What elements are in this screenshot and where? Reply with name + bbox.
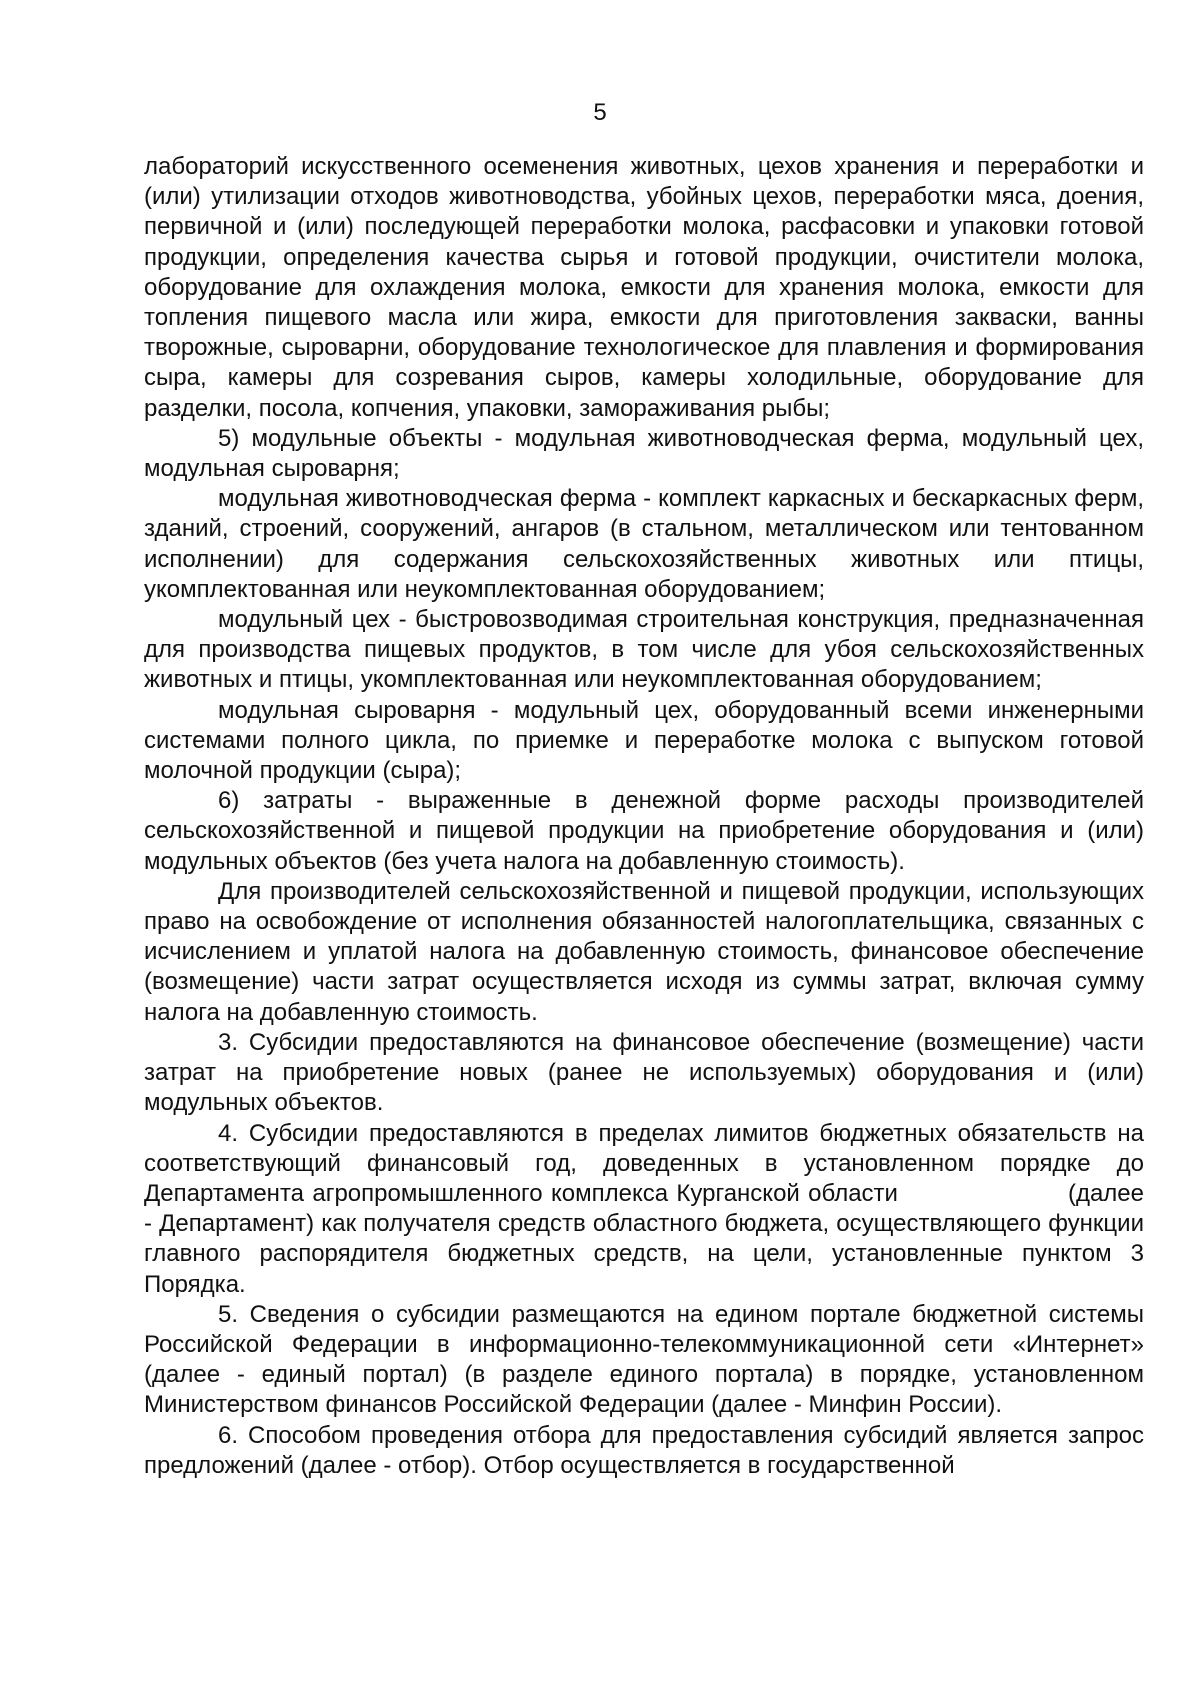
document-body — [144, 152, 1144, 1481]
paragraph-item-4-part-1: 4. Субсидии предоставляются в пределах лимитов бюджетных обязательств на соответствующий финансовый год, доведенных в установленном порядке до Департамента агропромышленного комплекса Курганской области — [144, 1119, 1144, 1207]
paragraph-item-6: 6. Способом проведения отбора для предоставления субсидий является запрос предложений (далее - отбор). Отбор осуществляется в государственной — [144, 1421, 1144, 1479]
paragraph-item-3: 3. Субсидии предоставляются на финансовое обеспечение (возмещение) части затрат на приобретение новых (ранее не используемых) оборудования и (или) модульных объектов. — [144, 1028, 1144, 1117]
page-number: 5 — [593, 99, 607, 126]
paragraph-modular-cheese-factory: модульная сыроварня - модульный цех, оборудованный всеми инженерными системами полного цикла, по приемке и переработке молока с выпуском готовой молочной продукции (сыра); — [144, 696, 1144, 785]
paragraph-modular-workshop: модульный цех - быстровозводимая строительная конструкция, предназначенная для производства пищевых продуктов, в том числе для убоя сельскохозяйственных животных и птицы, укомплектованная или неукомплектованная оборудованием; — [144, 606, 1144, 694]
paragraph-modular-farm: модульная животноводческая ферма - комплект каркасных и бескаркасных ферм, зданий, строений, сооружений, ангаров (в стальном, металлическом или тентованном исполнении) для содержания сельскохозяйственных животных или птицы, укомплектованная или неукомплектованная оборудованием; — [144, 485, 1144, 603]
paragraph-item-4-part-2: (далее - Департамент) как получателя средств областного бюджета, осуществляющего функции главного распорядителя бюджетных средств, на цели, установленные пунктом 3 Порядка. — [144, 1179, 1144, 1298]
paragraph-item-5: 5. Сведения о субсидии размещаются на едином портале бюджетной системы Российской Федерации в информационно-телекоммуникационной сети «Интернет» (далее - единый портал) (в разделе единого портала) в порядке, установленном Министерством финансов Российской Федерации (далее - Минфин России). — [144, 1300, 1144, 1419]
paragraph-costs: 6) затраты - выраженные в денежной форме расходы производителей сельскохозяйственной и пищевой продукции на приобретение оборудования и (или) модульных объектов (без учета налога на добавленную стоимость). — [144, 787, 1144, 875]
paragraph-item-4 — [144, 1119, 1144, 1300]
paragraph-modular-objects: 5) модульные объекты - модульная животноводческая ферма, модульный цех, модульная сыроварня; — [144, 424, 1144, 483]
paragraph-vat-exemption: Для производителей сельскохозяйственной и пищевой продукции, использующих право на освобождение от исполнения обязанностей налогоплательщика, связанных с исчислением и уплатой налога на добавленную стоимость, финансовое обеспечение (возмещение) части затрат осуществляется исходя из суммы затрат, включая сумму налога на добавленную стоимость. — [144, 877, 1144, 1026]
paragraph-equipment-list: лабораторий искусственного осеменения животных, цехов хранения и переработки и (или) утилизации отходов животноводства, убойных цехов, переработки мяса, доения, первичной и (или) последующей переработки молока, расфасовки и упаковки готовой продукции, определения качества сырья и готовой продукции, очистители молока, оборудование для охлаждения молока, емкости для хранения молока, емкости для топления пищевого масла или жира, емкости для приготовления закваски, ванны творожные, сыроварни, оборудование технологическое для плавления и формирования сыра, камеры для созревания сыров, камеры холодильные, оборудование для разделки, посола, копчения, упаковки, замораживания рыбы; — [144, 153, 1144, 422]
